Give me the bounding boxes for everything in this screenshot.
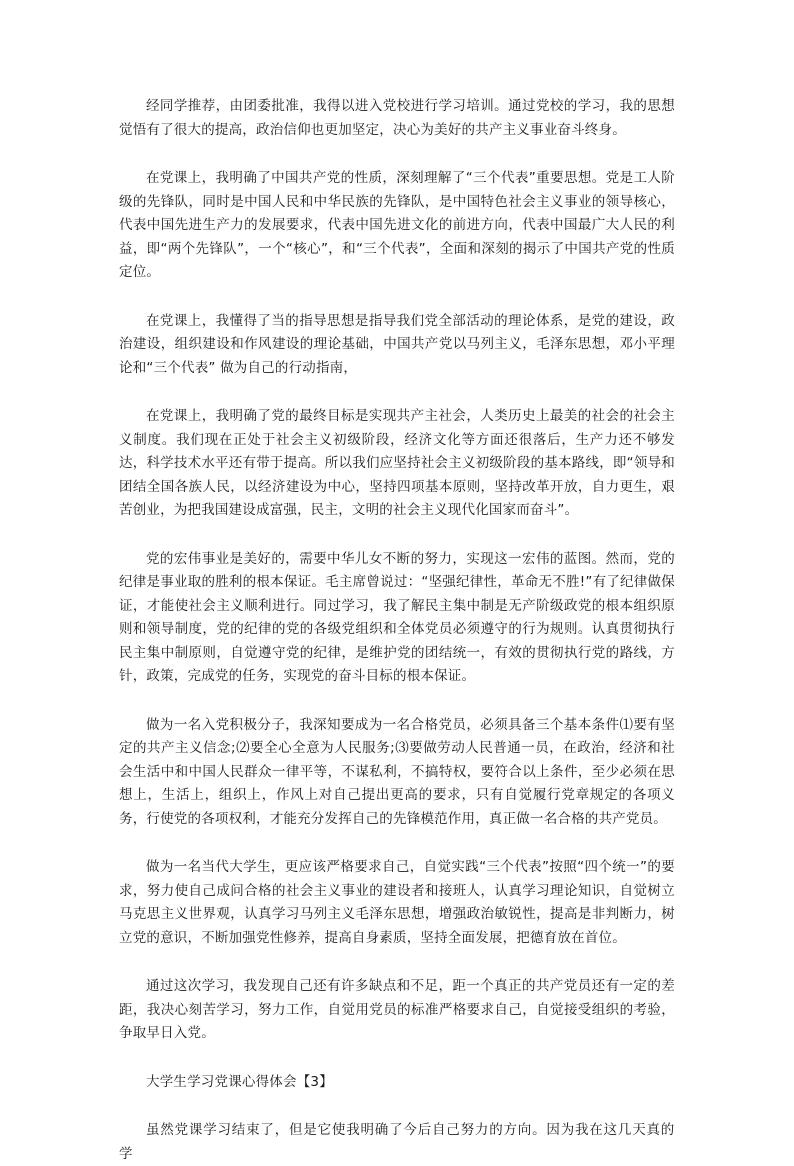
section-heading: 大学生学习党课心得体会【3】 [146,1073,333,1090]
document-page [119,95,675,1166]
paragraph-guiding-ideology: 在党课上，我懂得了当的指导思想是指导我们党全部活动的理论体系，是党的建设，政治建设，组织建设和作风建设的理论基础，中国共产党以马列主义，毛泽东思想，邓小平理论和“三个代表” 做为自己的行动指南， [119,312,675,376]
paragraph-next-section: 虽然党课学习结束了，但是它使我明确了今后自己努力的方向。因为我在这几天真的学 [119,1122,675,1162]
paragraph-intro: 经同学推荐，由团委批准，我得以进入党校进行学习培训。通过党校的学习，我的思想觉悟有了很大的提高，政治信仰也更加坚定，决心为美好的共产主义事业奋斗终身。 [119,98,675,138]
paragraph-party-nature: 在党课上，我明确了中国共产党的性质，深刻理解了“三个代表”重要思想。党是工人阶级的先锋队，同时是中国人民和中华民族的先锋队，是中国特色社会主义事业的领导核心，代表中国先进生产力的发展要求，代表中国先进文化的前进方向，代表中国最广大人民的利益，即“两个先锋队”，一个“核心”，和“三个代表”，全面和深刻的揭示了中国共产党的性质定位。 [119,170,675,280]
paragraph-conclusion: 通过这次学习，我发现自己还有许多缺点和不足，距一个真正的共产党员还有一定的差距，我决心刻苦学习，努力工作，自觉用党员的标准严格要求自己，自觉接受组织的考验，争取早日入党。 [119,978,675,1041]
paragraph-student: 做为一名当代大学生，更应该严格要求自己，自觉实践“三个代表”按照“四个统一”的要求，努力使自己成问合格的社会主义事业的建设者和接班人，认真学习理论知识，自觉树立马克思主义世界观，认真学习马列主义毛泽东思想，增强政治敏锐性，提高是非判断力，树立党的意识，不断加强党性修养，提高自身素质，坚持全面发展，把德育放在首位。 [119,859,675,946]
paragraph-activist: 做为一名入党积极分子，我深知要成为一名合格党员，必须具备三个基本条件⑴要有坚定的共产主义信念;⑵要全心全意为人民服务;⑶要做劳动人民普通一员，在政治，经济和社会生活中和中国人民群众一律平等，不谋私利，不搞特权，要符合以上条件，至少必须在思想上，生活上，组织上，作风上对自己提出更高的要求，只有自觉履行党章规定的各项义务，行使党的各项权利，才能充分发挥自己的先锋模范作用，真正做一名合格的共产党员。 [119,716,675,827]
paragraph-discipline: 党的宏伟事业是美好的，需要中华儿女不断的努力，实现这一宏伟的蓝图。然而，党的纪律是事业取的胜利的根本保证。毛主席曾说过：“坚强纪律性，革命无不胜!”有了纪律做保证，才能使社会主义顺利进行。同过学习，我了解民主集中制是无产阶级政党的根本组织原则和领导制度，党的纪律的党的各级党组织和全体党员必须遵守的行为规则。认真贯彻执行民主集中制原则，自觉遵守党的纪律，是维护党的团结统一，有效的贯彻执行党的路线，方针，政策，完成党的任务，实现党的奋斗目标的根本保证。 [119,550,675,684]
paragraph-ultimate-goal: 在党课上，我明确了党的最终目标是实现共产主社会，人类历史上最美的社会的社会主义制度。我们现在正处于社会主义初级阶段，经济文化等方面还很落后，生产力还不够发达，科学技术水平还有带于提高。所以我们应坚持社会主义初级阶段的基本路线，即“领导和团结全国各族人民，以经济建设为中心，坚持四项基本原则，坚持改革开放，自力更生，艰苦创业，为把我国建设成富强，民主，文明的社会主义现代化国家而奋斗”。 [119,408,675,518]
